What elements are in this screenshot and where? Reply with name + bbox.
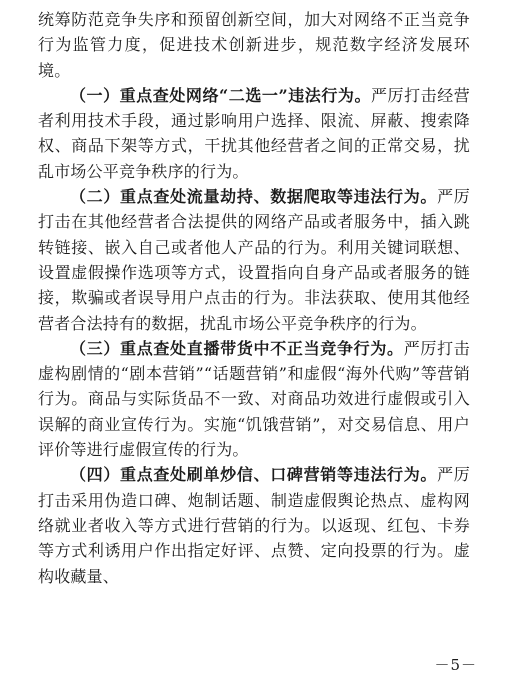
section-3-heading: （三）重点查处直播带货中不正当竞争行为。 — [70, 338, 404, 358]
section-1-paragraph — [38, 83, 470, 184]
section-3-paragraph — [38, 336, 470, 462]
section-2-paragraph — [38, 184, 470, 336]
section-4-paragraph — [38, 462, 470, 588]
section-2-heading: （二）重点查处流量劫持、数据爬取等违法行为。 — [70, 187, 438, 207]
section-3-body: 严厉打击虚构剧情的“剧本营销”“话题营销”和虚假“海外代购”等营销行为。商品与实际货品不一致、对商品功效进行虚假或引入误解的商业宣传行为。实施“饥饿营销”，对交易信息、用户评价等进行虚假宣传的行为。 — [38, 338, 470, 460]
section-2-body: 严厉打击在其他经营者合法提供的网络产品或者服务中，插入跳转链接、嵌入自己或者他人产品的行为。利用关键词联想、设置虚假操作选项等方式，设置指向自身产品或者服务的链接，欺骗或者误导用户点击的行为。非法获取、使用其他经营者合法持有的数据，扰乱市场公平竞争秩序的行为。 — [38, 187, 470, 333]
section-4-body: 严厉打击采用伪造口碑、炮制话题、制造虚假舆论热点、虚构网络就业者收入等方式进行营销的行为。以返现、红包、卡券等方式利诱用户作出指定好评、点赞、定向投票的行为。虚构收藏量、 — [38, 465, 470, 586]
document-page — [38, 7, 470, 589]
page-number: －5－ — [434, 656, 477, 674]
section-1-body: 严厉打击经营者利用技术手段，通过影响用户选择、限流、屏蔽、搜索降权、商品下架等方式，干扰其他经营者之间的正常交易，扰乱市场公平竞争秩序的行为。 — [38, 85, 470, 181]
section-4-heading: （四）重点查处刷单炒信、口碑营销等违法行为。 — [70, 465, 438, 485]
section-1-heading: （一）重点查处网络“二选一”违法行为。 — [70, 85, 371, 105]
intro-paragraph: 统筹防范竞争失序和预留创新空间，加大对网络不正当竞争行为监管力度，促进技术创新进步，规范数字经济发展环境。 — [38, 10, 470, 80]
